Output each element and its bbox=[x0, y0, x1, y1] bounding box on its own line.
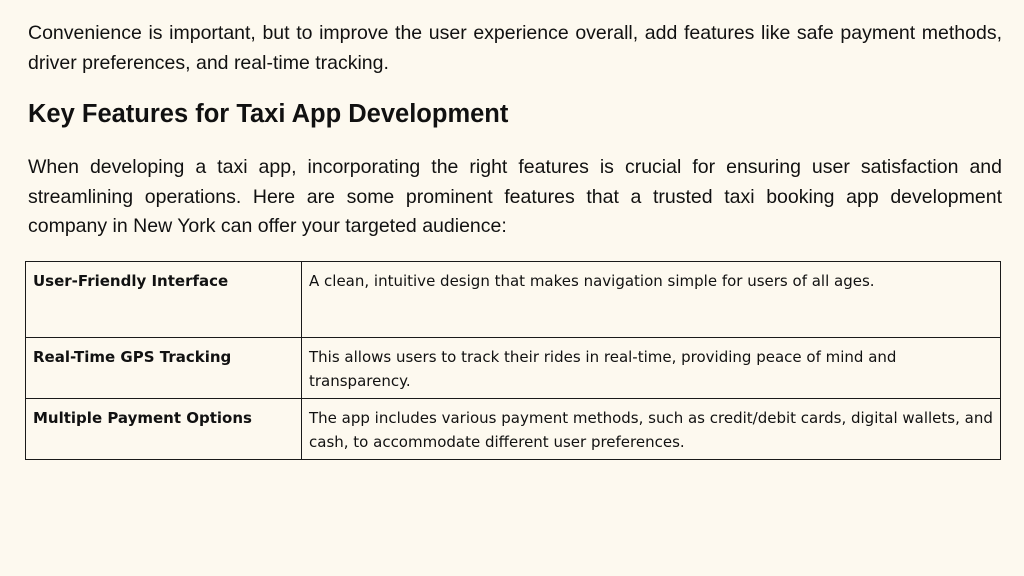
feature-description-cell: A clean, intuitive design that makes navigation simple for users of all ages. bbox=[302, 262, 1001, 338]
feature-description-cell: This allows users to track their rides in real-time, providing peace of mind and transparency. bbox=[302, 338, 1001, 399]
feature-description-cell: The app includes various payment methods, such as credit/debit cards, digital wallets, and cash, to accommodate different user preferences. bbox=[302, 399, 1001, 460]
feature-name-cell: Multiple Payment Options bbox=[26, 399, 302, 460]
features-table bbox=[25, 261, 1001, 460]
feature-name-cell: User-Friendly Interface bbox=[26, 262, 302, 338]
table-row bbox=[26, 262, 1001, 338]
intro-paragraph: Convenience is important, but to improve the user experience overall, add features like safe payment methods, driver preferences, and real-time tracking. bbox=[28, 22, 1002, 74]
table-row bbox=[26, 399, 1001, 460]
body-paragraph: When developing a taxi app, incorporating the right features is crucial for ensuring user satisfaction and streamlining operations. Here are some prominent features that a trusted taxi booking app development company in New York can offer your targeted audience: bbox=[28, 156, 1002, 237]
feature-name-cell: Real-Time GPS Tracking bbox=[26, 338, 302, 399]
document-page bbox=[28, 0, 1002, 242]
section-heading: Key Features for Taxi App Development bbox=[28, 100, 509, 128]
table-row bbox=[26, 338, 1001, 399]
